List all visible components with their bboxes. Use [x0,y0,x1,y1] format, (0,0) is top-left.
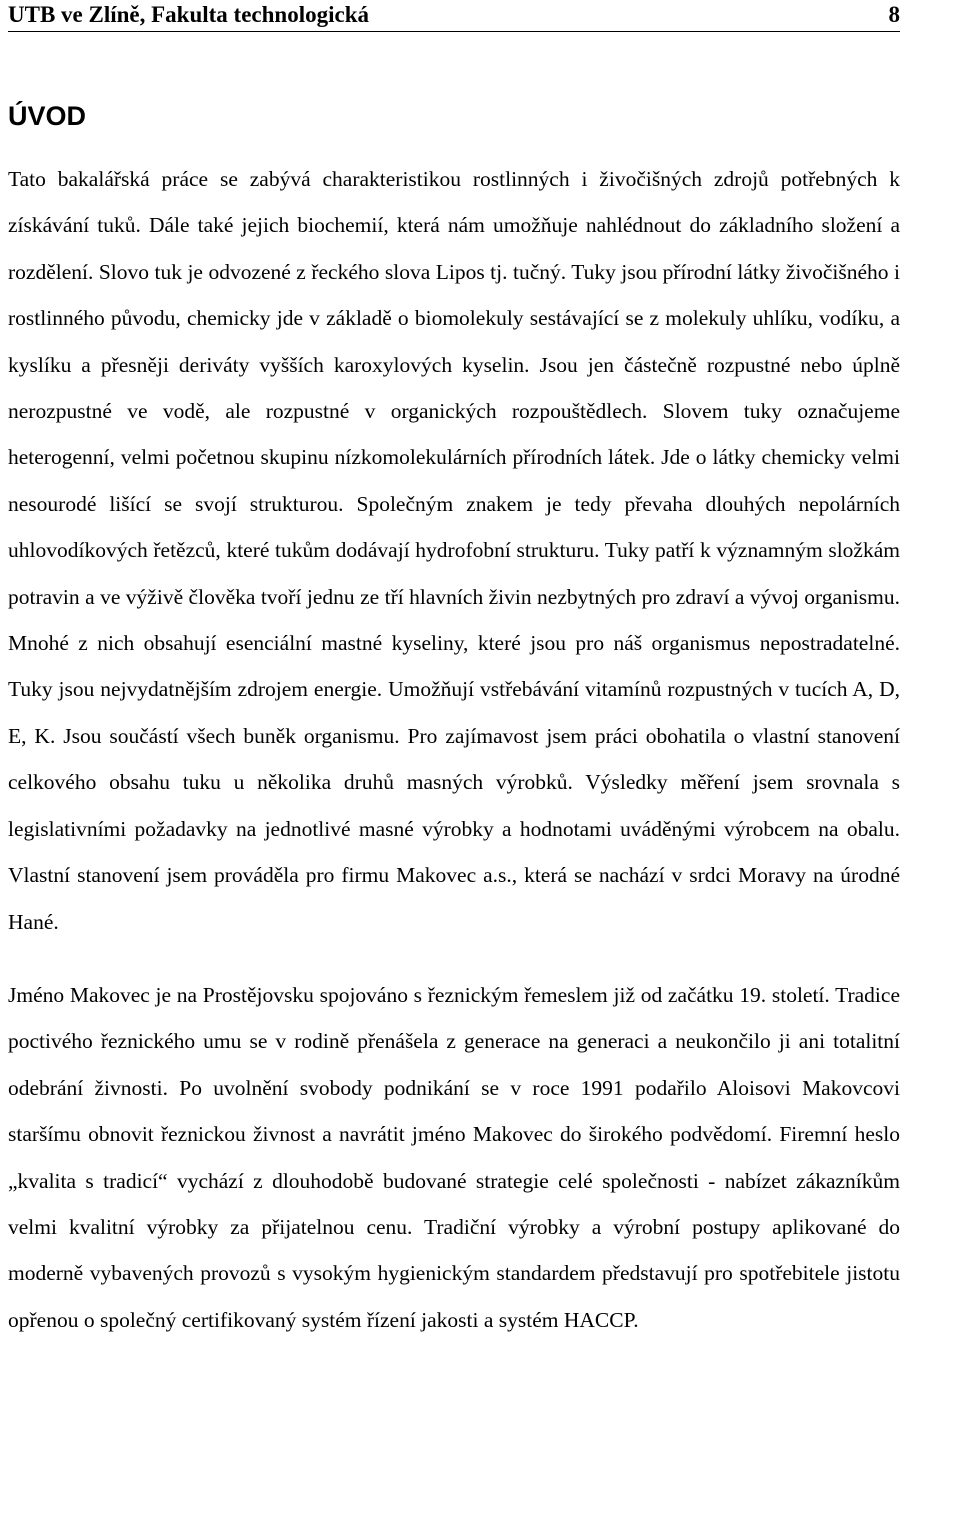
running-header [8,0,900,32]
chapter-title: ÚVOD [8,101,87,131]
header-title: UTB ve Zlíně, Fakulta technologická [8,2,369,27]
body-paragraph-1: Tato bakalářská práce se zabývá charakteristikou rostlinných i živočišných zdrojů potřebných k získávání tuků. Dále také jejich biochemií, která nám umožňuje nahlédnout do základního složení a rozdělení. Slovo tuk je odvozené z řeckého slova Lipos tj. tučný. Tuky jsou přírodní látky živočišného i rostlinného původu, chemicky jde v základě o biomolekuly sestávající se z molekuly uhlíku, vodíku, a kyslíku a přesněji deriváty vyšších karoxylových kyselin. Jsou jen částečně rozpustné nebo úplně nerozpustné ve vodě, ale rozpustné v organických rozpouštědlech. Slovem tuky označujeme heterogenní, velmi početnou skupinu nízkomolekulárních přírodních látek. Jde o látky chemicky velmi nesourodé lišící se svojí strukturou. Společným znakem je tedy převaha dlouhých nepolárních uhlovodíkových řetězců, které tukům dodávají hydrofobní strukturu. Tuky patří k významným složkám potravin a ve výživě člověka tvoří jednu ze tří hlavních živin nezbytných pro zdraví a vývoj organismu. Mnohé z nich obsahují esenciální mastné kyseliny, které jsou pro náš organismus nepostradatelné. Tuky jsou nejvydatnějším zdrojem energie. Umožňují vstřebávání vitamínů rozpustných v tucích A, D, E, K. Jsou součástí všech buněk organismu. Pro zajímavost jsem práci obohatila o vlastní stanovení celkového obsahu tuku u několika druhů masných výrobků. Výsledky měření jsem srovnala s legislativními požadavky na jednotlivé masné výrobky a hodnotami uváděnými výrobcem na obalu. Vlastní stanovení jsem prováděla pro firmu Makovec a.s., která se nachází v srdci Moravy na úrodné Hané. [8,167,900,934]
body-paragraph-2: Jméno Makovec je na Prostějovsku spojováno s řeznickým řemeslem již od začátku 19. století. Tradice poctivého řeznického umu se v rodině přenášela z generace na generaci a neukončilo ji ani totalitní odebrání živnosti. Po uvolnění svobody podnikání se v roce 1991 podařilo Aloisovi Makovcovi staršímu obnovit řeznickou živnost a navrátit jméno Makovec do širokého podvědomí. Firemní heslo „kvalita s tradicí“ vychází z dlouhodobě budované strategie celé společnosti - nabízet zákazníkům velmi kvalitní výrobky za přijatelnou cenu. Tradiční výrobky a výrobní postupy aplikované do moderně vybavených provozů s vysokým hygienickým standardem představují pro spotřebitele jistotu opřenou o společný certifikovaný systém řízení jakosti a systém HACCP. [8,982,900,1332]
document-page [8,0,900,1343]
page-number: 8 [888,2,900,27]
